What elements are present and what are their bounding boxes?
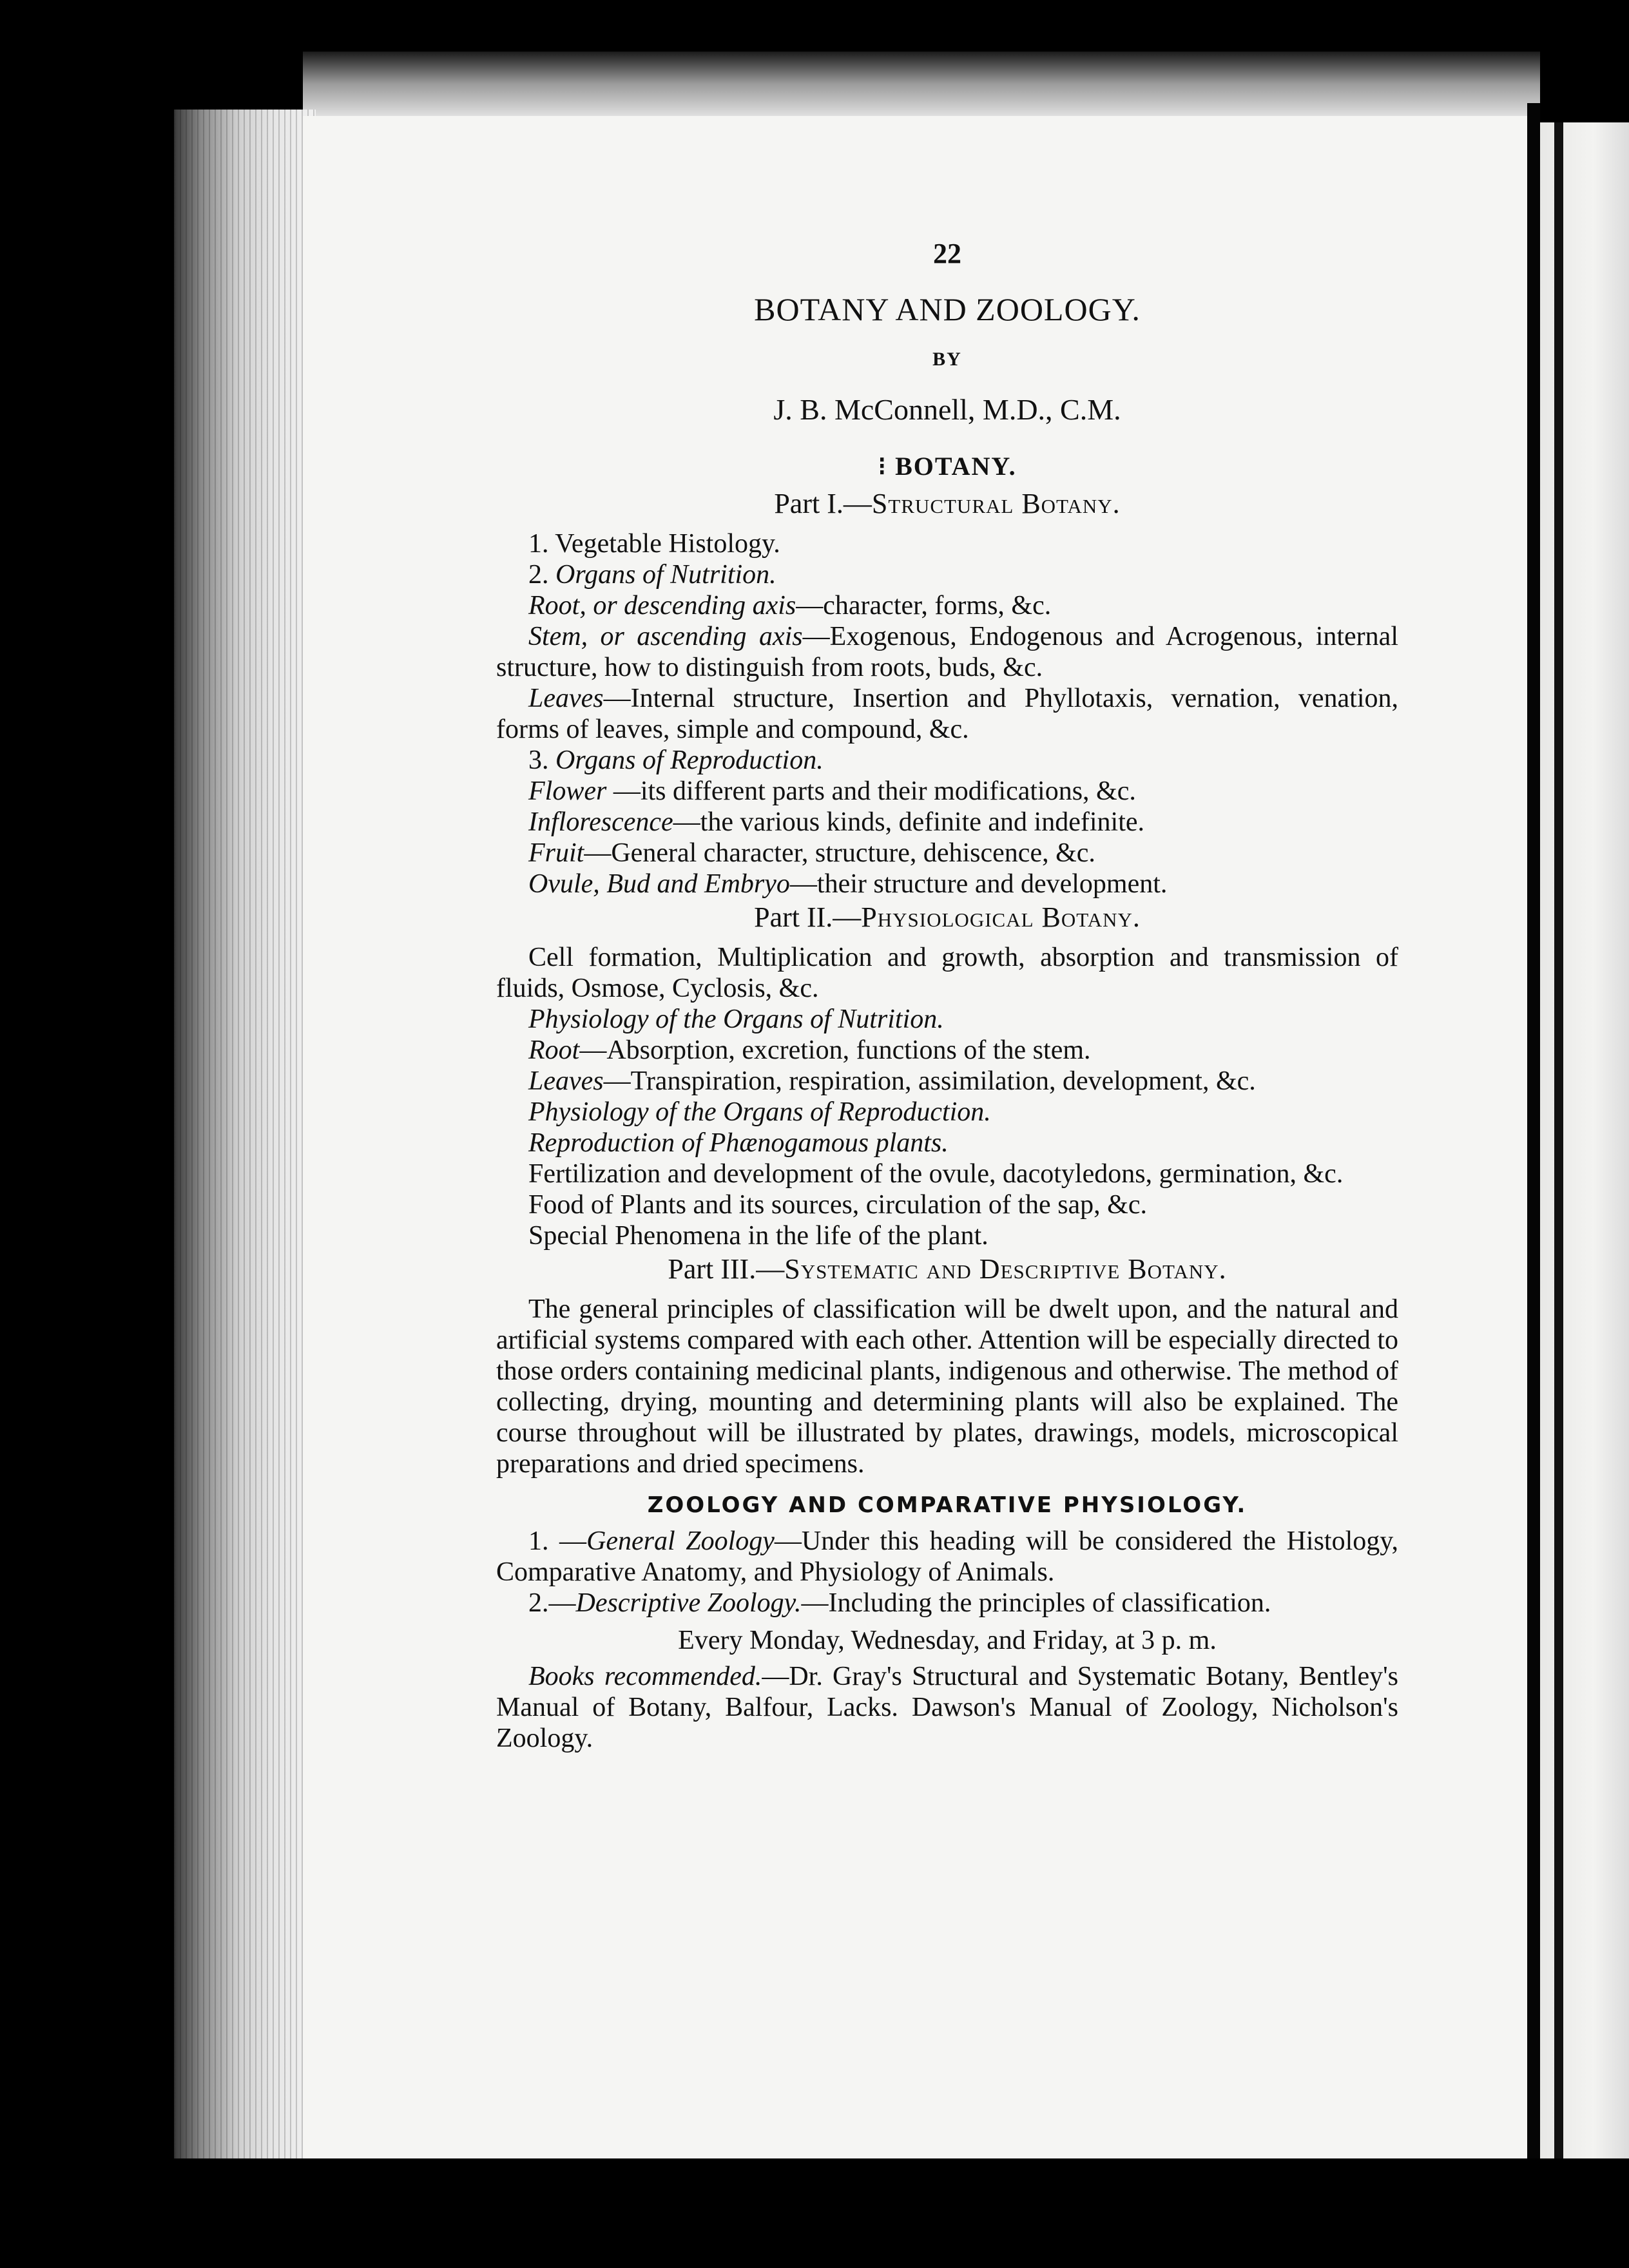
part1-item1 xyxy=(496,528,1398,559)
binding-gutter xyxy=(1527,103,1540,2158)
description: —Dr. Gray's Structural and Systematic Botany, Bentley's Manual of Botany, Balfour, Lacks. Dawson's Manual of Zoology, Nicholson's Zoology. xyxy=(496,1662,1398,1753)
item-text: Vegetable Histology. xyxy=(555,529,780,559)
item-number: 2.— xyxy=(528,1588,576,1618)
botany-heading xyxy=(496,451,1398,482)
part1-inflorescence xyxy=(496,807,1398,838)
part3-prefix: Part III.— xyxy=(668,1253,785,1285)
term: Fruit xyxy=(528,838,584,868)
part2-prefix: Part II.— xyxy=(754,901,862,933)
part2-reproduction xyxy=(496,1128,1398,1158)
term: Root, or descending axis xyxy=(528,591,796,620)
subheading: Physiology of the Organs of Reproduction. xyxy=(528,1097,991,1127)
part1-flower xyxy=(496,776,1398,807)
item-text: Organs of Reproduction. xyxy=(555,745,824,775)
term: Inflorescence xyxy=(528,807,673,837)
schedule: Every Monday, Wednesday, and Friday, at 3 p. m. xyxy=(678,1626,1217,1655)
part1-stem xyxy=(496,621,1398,683)
part2-phys-nutrition xyxy=(496,1004,1398,1035)
page-stack-edges xyxy=(174,110,316,2158)
facing-page-edge xyxy=(1540,122,1629,2158)
part2-food: Food of Plants and its sources, circulation of the sap, &c. xyxy=(528,1190,1147,1220)
description: —their structure and development. xyxy=(789,869,1168,899)
term: Descriptive Zoology. xyxy=(575,1588,802,1618)
description: —Absorption, excretion, functions of the stem. xyxy=(579,1035,1091,1065)
description: —character, forms, &c. xyxy=(796,591,1052,620)
item-text: Organs of Nutrition. xyxy=(555,560,776,590)
part1-item2 xyxy=(496,559,1398,590)
part3-paragraph: The general principles of classification will be dwelt upon, and the natural and artificial systems compared with each other. Attention will be especially directed to those orders containing medicinal plants, indigenous and otherwise. The method of collecting, drying, mounting and determining plants will also be explained. The course throughout will be illustrated by plates, drawings, models, microscopical preparations and dried specimens. xyxy=(496,1294,1398,1479)
part1-item3 xyxy=(496,745,1398,776)
botany-heading-text: BOTANY. xyxy=(895,452,1017,481)
description: —Under this heading will be considered the Histology, Comparative Anatomy, and Physiology of Animals. xyxy=(496,1526,1399,1587)
item-number: 1. — xyxy=(528,1526,587,1556)
zoology-item1 xyxy=(496,1526,1398,1588)
part2-fertilization: Fertilization and development of the ovule, dacotyledons, germination, &c. xyxy=(528,1159,1344,1189)
part2-phys-reproduction xyxy=(496,1097,1398,1128)
term: Flower xyxy=(528,776,607,806)
author-name: J. B. McConnell, M.D., C.M. xyxy=(773,393,1121,426)
part2-root xyxy=(496,1035,1398,1066)
term: Books recommended. xyxy=(528,1662,762,1691)
description: —General character, structure, dehiscence, &c. xyxy=(584,838,1095,868)
page-number: 22 xyxy=(933,238,961,269)
description: —Transpiration, respiration, assimilation, development, &c. xyxy=(603,1066,1256,1096)
book-page xyxy=(303,116,1527,2158)
description: —Exogenous, Endogenous and Acrogenous, internal structure, how to distinguish from roots, buds, &c. xyxy=(496,622,1398,682)
section-mark-icon: ⁝ xyxy=(878,452,896,481)
part2-leaves xyxy=(496,1066,1398,1097)
item-number: 3. xyxy=(528,745,549,775)
zoology-heading: ZOOLOGY AND COMPARATIVE PHYSIOLOGY. xyxy=(647,1492,1248,1518)
term: Leaves xyxy=(528,1066,604,1096)
zoology-item2 xyxy=(496,1588,1398,1619)
part3-heading xyxy=(496,1254,1398,1285)
term: General Zoology xyxy=(586,1526,775,1556)
part1-leaves xyxy=(496,683,1398,745)
part2-heading xyxy=(496,902,1398,933)
page-title: BOTANY AND ZOOLOGY. xyxy=(754,291,1141,327)
page-top-edge xyxy=(303,52,1540,122)
part2-special: Special Phenomena in the life of the plant. xyxy=(528,1221,988,1251)
item-number: 1. xyxy=(528,529,549,559)
part1-prefix: Part I.— xyxy=(774,488,872,519)
facing-page-shadow xyxy=(1554,122,1563,2158)
term: Ovule, Bud and Embryo xyxy=(528,869,790,899)
books-recommended xyxy=(496,1661,1398,1754)
subheading: Reproduction of Phænogamous plants. xyxy=(528,1128,949,1158)
description: —Including the principles of classification. xyxy=(801,1588,1271,1618)
byline-label: BY xyxy=(932,349,962,370)
term: Stem, or ascending axis xyxy=(528,622,803,651)
part1-heading xyxy=(496,488,1398,519)
part1-ovule xyxy=(496,869,1398,899)
description: —its different parts and their modifications, &c. xyxy=(606,776,1136,806)
description: —Internal structure, Insertion and Phyllotaxis, vernation, venation, forms of leaves, simple and compound, &c. xyxy=(496,684,1398,744)
page-text xyxy=(496,238,1398,1754)
part1-title: Structural Botany. xyxy=(871,488,1121,519)
part2-cell: Cell formation, Multiplication and growth, absorption and transmission of fluids, Osmose, Cyclosis, &c. xyxy=(496,943,1398,1003)
term: Leaves xyxy=(528,684,604,713)
part1-root xyxy=(496,590,1398,621)
part1-fruit xyxy=(496,838,1398,869)
part2-title: Physiological Botany. xyxy=(861,901,1141,933)
term: Root xyxy=(528,1035,580,1065)
subheading: Physiology of the Organs of Nutrition. xyxy=(528,1004,944,1034)
description: —the various kinds, definite and indefinite. xyxy=(673,807,1145,837)
item-number: 2. xyxy=(528,560,549,590)
part3-title: Systematic and Descriptive Botany. xyxy=(784,1253,1227,1285)
